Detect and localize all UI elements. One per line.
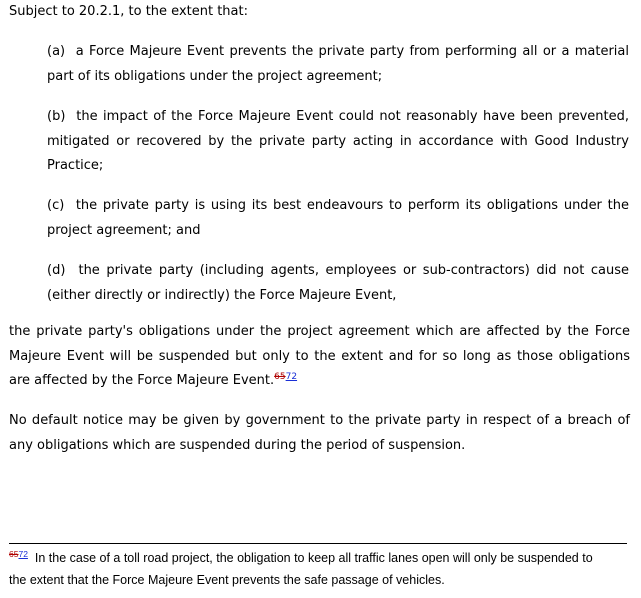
clause-text-c: the private party is using its best endeavours to perform its obligations under the project agreement; and — [47, 198, 629, 238]
footnote-reference[interactable] — [274, 372, 297, 382]
clause-text-b: the impact of the Force Majeure Event could not reasonably have been prevented, mitigated or recovered by the private party acting in accordance with Good Industry Practice; — [47, 109, 630, 173]
footnote — [9, 547, 609, 591]
footnote-marker[interactable] — [9, 549, 28, 559]
suspension-paragraph — [9, 320, 630, 394]
footnote-text: In the case of a toll road project, the obligation to keep all traffic lanes open will only be suspended to the extent that the Force Majeure Event prevents the safe passage of vehicles. — [9, 551, 593, 587]
footnote-ref-inserted[interactable]: 72 — [285, 372, 298, 382]
clause-item-d — [47, 259, 629, 308]
clause-item-a — [47, 40, 629, 89]
footnote-marker-deleted: 65 — [9, 549, 19, 559]
clause-item-c — [47, 194, 629, 243]
suspension-text: the private party's obligations under the project agreement which are affected by the Force Majeure Event will be suspended but only to the extent and for so long as those obligations are affected by the Force Majeure Event. — [9, 324, 630, 388]
clause-item-b — [47, 105, 629, 179]
clause-label-a: (a) — [47, 44, 66, 59]
clause-label-c: (c) — [47, 198, 65, 213]
footnote-separator — [9, 543, 627, 544]
clause-label-b: (b) — [47, 109, 66, 124]
clause-label-d: (d) — [47, 263, 66, 278]
default-notice-paragraph: No default notice may be given by government to the private party in respect of a breach of any obligations which are suspended during the period of suspension. — [9, 413, 630, 453]
clause-text-a: a Force Majeure Event prevents the private party from performing all or a material part of its obligations under the project agreement; — [47, 44, 629, 84]
footnote-ref-deleted: 65 — [274, 372, 286, 382]
footnote-marker-inserted[interactable]: 72 — [18, 549, 28, 559]
intro-paragraph: Subject to 20.2.1, to the extent that: — [9, 4, 248, 19]
clause-text-d: the private party (including agents, employees or sub-contractors) did not cause (either directly or indirectly) the Force Majeure Event, — [47, 263, 629, 303]
